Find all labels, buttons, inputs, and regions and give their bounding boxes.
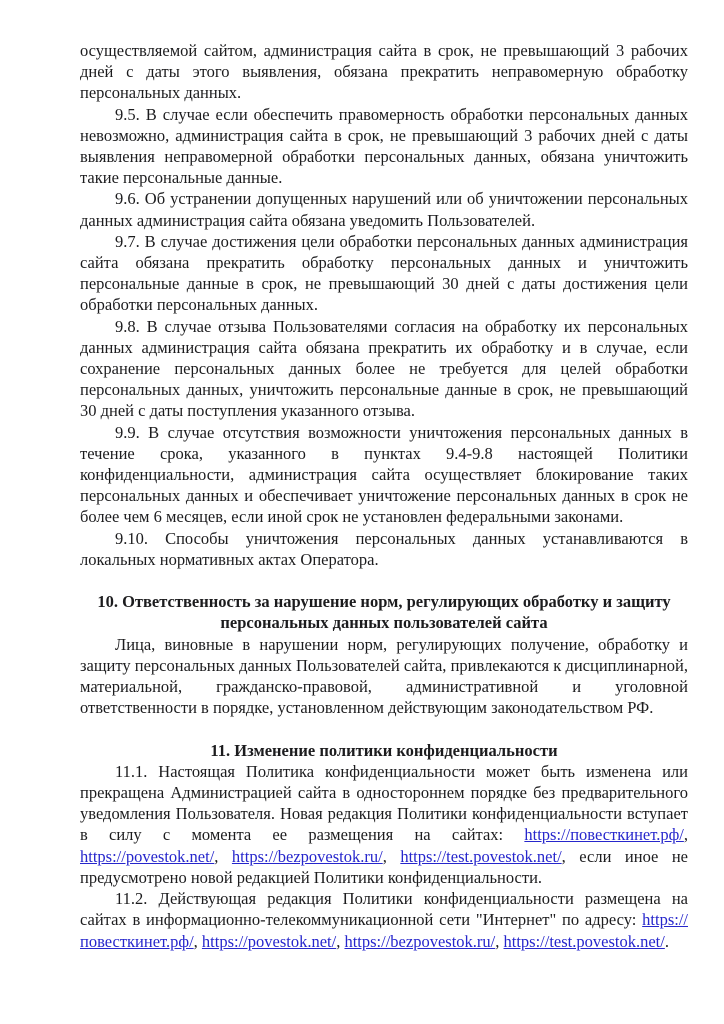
text-run: 9.7. В случае достижения цели обработки персональных данных администрация сайта обязана прекратить обработку персональных данных и уничтожить персональные данные в срок, не превышающий 30 дней с даты достижения цели обработки персональных данных.: [80, 231, 688, 315]
paragraph: [80, 422, 688, 528]
text-run: , если иное не предусмотрено новой редакцией Политики конфиденциальности.: [80, 846, 688, 887]
text-run: 11.2. Действующая редакция Политики конфиденциальности размещена на сайтах в информационно-телекоммуникационной сети "Интернет" по адресу:: [80, 889, 688, 930]
document-body: [80, 40, 688, 952]
text-run: ,: [214, 846, 232, 866]
paragraph: [80, 316, 688, 422]
paragraph: [80, 761, 688, 888]
hyperlink[interactable]: https://povestok.net/: [80, 846, 215, 866]
text-run: 10. Ответственность за нарушение норм, регулирующих обработку и защиту персональных данных пользователей сайта: [97, 592, 671, 633]
paragraph: [80, 104, 688, 189]
text-run: 11. Изменение политики конфиденциальности: [210, 740, 558, 760]
text-run: .: [664, 931, 669, 951]
text-run: 11.1. Настоящая Политика конфиденциальности может быть изменена или прекращена Администрацией сайта в одностороннем порядке без предварительного уведомления Пользователя. Новая редакция Политики конфиденциальности вступает в силу с момента ее размещения на сайтах:: [80, 761, 688, 845]
hyperlink[interactable]: https://test.povestok.net/: [400, 846, 562, 866]
text-run: 9.8. В случае отзыва Пользователями согласия на обработку их персональных данных администрация сайта обязана прекратить их обработку и в случае, если сохранение персональных данных более не требуется для целей обработки персональных данных, уничтожить персональные данные в срок, не превышающий 30 дней с даты поступления указанного отзыва.: [80, 316, 688, 421]
hyperlink[interactable]: https://повесткинет.рф/: [80, 910, 688, 951]
hyperlink[interactable]: https://test.povestok.net/: [503, 931, 665, 951]
paragraph: [80, 231, 688, 316]
hyperlink[interactable]: https://повесткинет.рф/: [524, 825, 684, 845]
text-run: 9.5. В случае если обеспечить правомерность обработки персональных данных невозможно, администрация сайта в срок, не превышающий 3 рабочих дней с даты выявления неправомерной обработки персональных данных, обязана уничтожить такие персональные данные.: [80, 104, 688, 188]
text-run: осуществляемой сайтом, администрация сайта в срок, не превышающий 3 рабочих дней с даты этого выявления, обязана прекратить неправомерную обработку персональных данных.: [80, 41, 688, 103]
paragraph: [80, 188, 688, 230]
text-run: ,: [193, 931, 202, 951]
paragraph: [80, 888, 688, 952]
text-run: 9.9. В случае отсутствия возможности уничтожения персональных данных в течение срока, указанного в пунктах 9.4-9.8 настоящей Политики конфиденциальности, администрация сайта осуществляет блокирование таких персональных данных и обеспечивает уничтожение персональных данных в срок не более чем 6 месяцев, если иной срок не установлен федеральными законами.: [80, 422, 688, 527]
paragraph: [80, 40, 688, 104]
blank-line: [80, 570, 688, 591]
section-heading: [80, 740, 688, 761]
hyperlink[interactable]: https://bezpovestok.ru/: [231, 846, 383, 866]
blank-line: [80, 718, 688, 739]
text-run: ,: [495, 931, 504, 951]
hyperlink[interactable]: https://povestok.net/: [201, 931, 337, 951]
section-heading: [80, 591, 688, 633]
text-run: Лица, виновные в нарушении норм, регулирующих получение, обработку и защиту персональных данных Пользователей сайта, привлекаются к дисциплинарной, материальной, гражданско-правовой, административной и уголовной ответственности в порядке, установленном действующим законодательством РФ.: [80, 634, 688, 718]
paragraph: [80, 528, 688, 570]
paragraph: [80, 634, 688, 719]
hyperlink[interactable]: https://bezpovestok.ru/: [344, 931, 496, 951]
text-run: ,: [683, 825, 688, 845]
text-run: 9.6. Об устранении допущенных нарушений или об уничтожении персональных данных администрация сайта обязана уведомить Пользователей.: [80, 189, 688, 230]
text-run: 9.10. Способы уничтожения персональных данных устанавливаются в локальных нормативных актах Оператора.: [80, 528, 688, 569]
text-run: ,: [336, 931, 345, 951]
text-run: ,: [382, 846, 401, 866]
